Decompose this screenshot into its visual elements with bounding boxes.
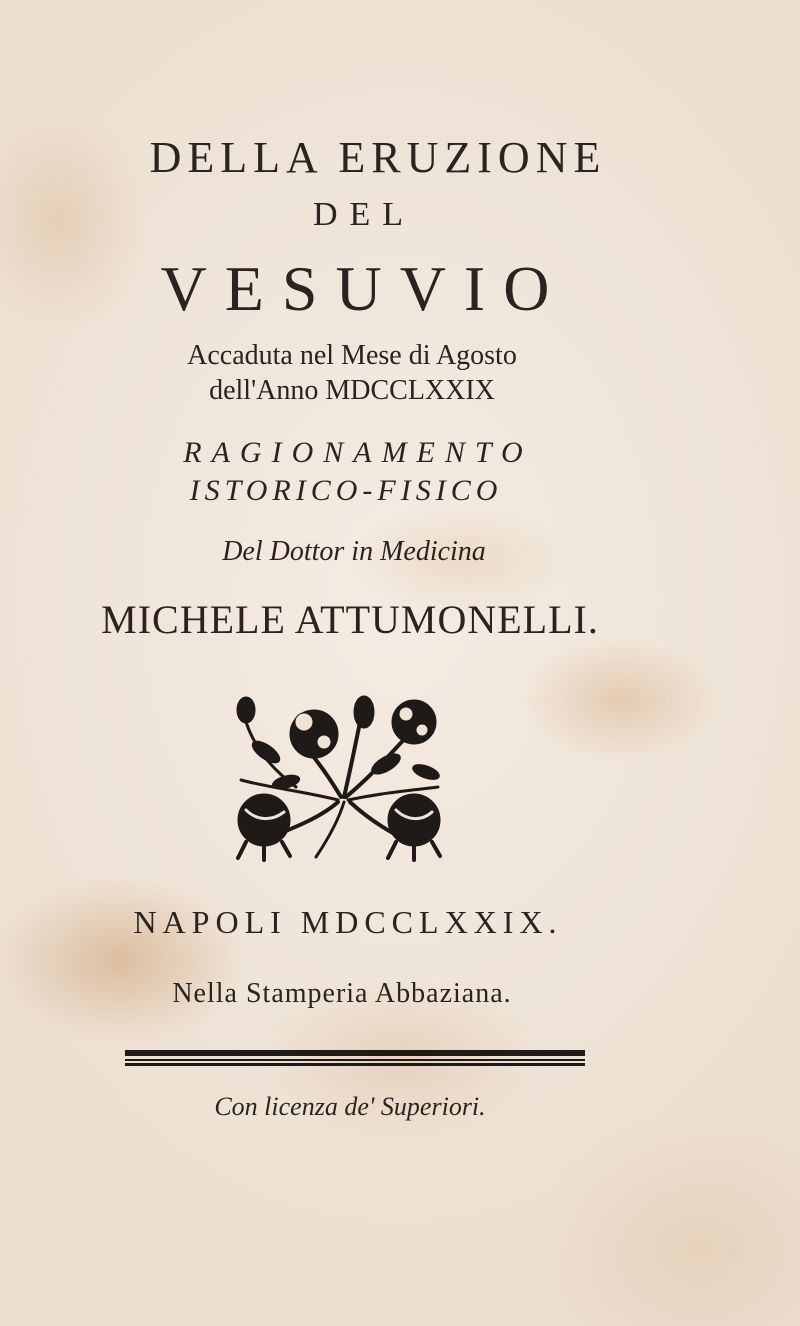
divider-rule [125, 1048, 585, 1068]
treatise-line-2: ISTORICO-FISICO [189, 474, 503, 507]
subtitle-line-1: Accaduta nel Mese di Agosto [187, 340, 517, 371]
imprint-license: Con licenza de' Superiori. [214, 1092, 486, 1121]
imprint-place-date: NAPOLI MDCCLXXIX. [133, 904, 563, 940]
title-line-2: DEL [312, 196, 416, 233]
subtitle-line-2: dell'Anno MDCCLXXIX [209, 375, 495, 406]
imprint-printer: Nella Stamperia Abbaziana. [172, 978, 512, 1009]
author-prefix: Del Dottor in Medicina [222, 536, 486, 567]
treatise-line-1: RAGIONAMENTO [183, 436, 533, 469]
author-name: MICHELE ATTUMONELLI. [101, 597, 599, 642]
title-line-1: DELLA ERUZIONE [149, 133, 607, 182]
floral-woodcut-icon [226, 692, 456, 862]
title-line-3: VESUVIO [160, 253, 568, 324]
